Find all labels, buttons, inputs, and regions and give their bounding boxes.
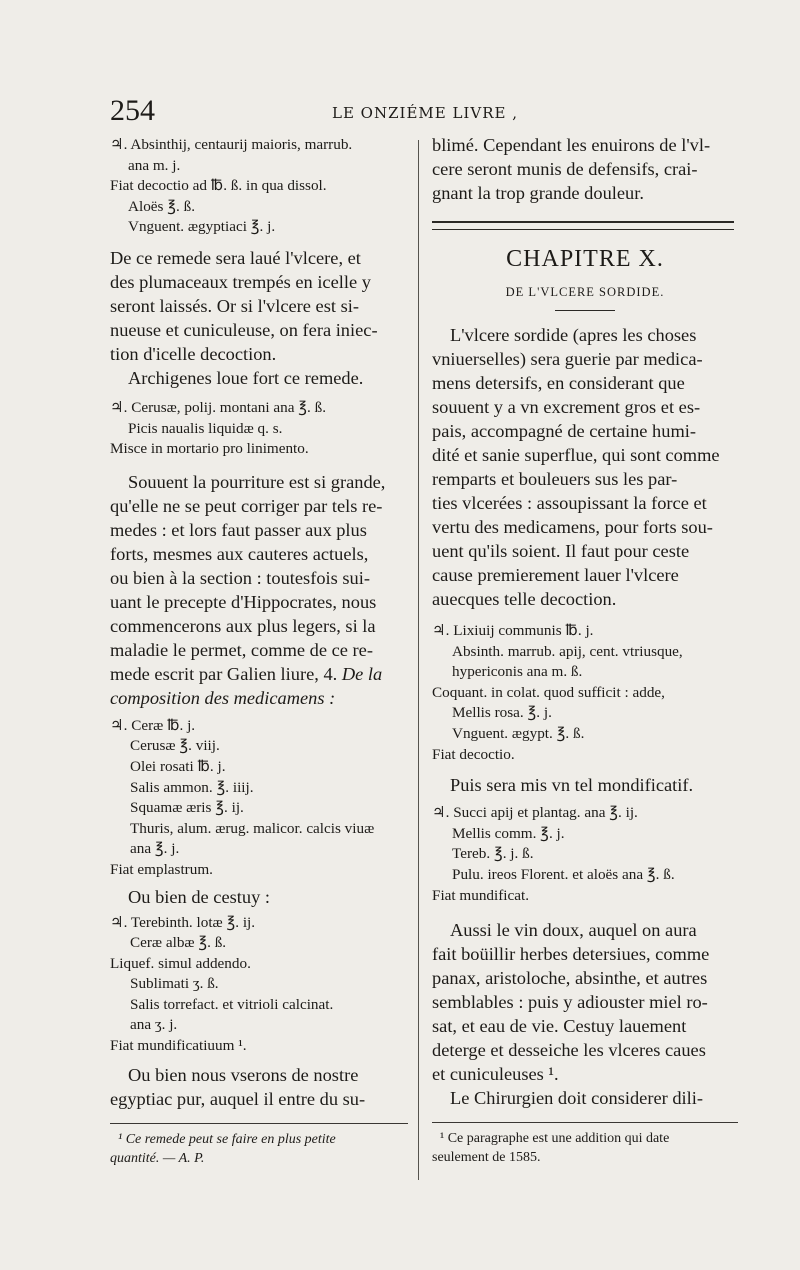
paragraph-vlcere-sordide: L'vlcere sordide (apres les choses vniuerselles) sera guerie par medica- mens detersifs, en considerant que souuent y a vn excrement gros et es- pais, accompagné de certaine humi- dité et sanie superflue, qui sont comme remparts et bouleuers sus les par- ties vlcerées : assoupissant la force et vertu des medicamens, pour forts sou- uent qu'ils soient. Il faut pour ceste cause premierement lauer l'vlcere auecques telle decoction.	[432, 325, 720, 609]
chapter-subtitle: DE L'VLCERE SORDIDE.	[505, 285, 665, 299]
footnote-rule	[110, 1123, 408, 1124]
recipe-absinthij: ♃. Absinthij, centaurij maioris, marrub. ana m. j. Fiat decoctio ad ℔. ß. in qua dissol. Aloës ℥. ß. Vnguent. ægyptiaci ℥. j.	[110, 136, 353, 236]
recipe-cerusae: ♃. Cerusæ, polij. montani ana ℥. ß. Picis naualis liquidæ q. s. Misce in mortario pro linimento.	[110, 398, 327, 458]
book-reference: De la	[341, 663, 383, 684]
paragraph-laue: De ce remede sera laué l'vlcere, et des plumaceaux trempés en icelle y seront laissés. Or si l'vlcere est si- nueuse et cuniculeuse, on fera iniec- tion d'icelle decoction. Archigenes loue fort ce remede.	[110, 246, 408, 390]
chapter-title: CHAPITRE X.	[506, 246, 664, 272]
recipe-terebinth: ♃. Terebinth. lotæ ℥. ij. Ceræ albæ ℥. ß. Liquef. simul addendo. Sublimati ʒ. ß. Salis torrefact. et vitrioli calcinat. ana ʒ. j. Fiat mundificatiuum ¹.	[110, 913, 334, 1055]
paragraph-archigenes: Archigenes loue fort ce remede.	[128, 367, 364, 388]
recipe-cerae: ♃. Ceræ ℔. j. Cerusæ ℥. viij. Olei rosati ℔. j. Salis ammon. ℥. iiij. Squamæ æris ℥. ij. Thuris, alum. ærug. malicor. calcis viuæ ana ℥. j. Fiat emplastrum.	[110, 716, 375, 878]
right-column	[432, 133, 738, 1167]
column-divider	[418, 140, 419, 1180]
recipe-succi: ♃. Succi apij et plantag. ana ℥. ij. Mellis comm. ℥. j. Tereb. ℥. j. ß. Pulu. ireos Florent. et aloës ana ℥. ß. Fiat mundificat.	[432, 804, 675, 904]
recipe-lixiuij: ♃. Lixiuij communis ℔. j. Absinth. marrub. apij, cent. vtriusque, hypericonis ana m. ß. Coquant. in colat. quod sufficit : adde, Mellis rosa. ℥. j. Vnguent. ægypt. ℥. ß. Fiat decoctio.	[432, 622, 683, 763]
footnote-right: ¹ Ce paragraphe est une addition qui date seulement de 1585.	[432, 1131, 670, 1166]
paragraph-chirurgien: Le Chirurgien doit considerer dili-	[450, 1088, 703, 1109]
page-number: 254	[110, 94, 155, 127]
paragraph-ou-bien: Ou bien de cestuy :	[128, 886, 270, 907]
footnote-left: ¹ Ce remede peut se faire en plus petite quantité. — A. P.	[110, 1131, 336, 1166]
chapter-short-rule	[555, 310, 615, 311]
left-column	[110, 133, 408, 1168]
paragraph-mondificatif: Puis sera mis vn tel mondificatif.	[450, 775, 694, 796]
running-title: LE ONZIÉME LIVRE ,	[332, 104, 518, 122]
paragraph-blime: blimé. Cependant les enuirons de l'vl- cere seront munis de defensifs, crai- gnant la trop grande douleur.	[432, 135, 711, 203]
chapter-double-rule	[432, 221, 734, 230]
paragraph-egyptiac: Ou bien nous vserons de nostre egyptiac pur, auquel il entre du su-	[110, 1064, 366, 1109]
footnote-rule	[432, 1122, 738, 1123]
paragraph-vin-doux: Aussi le vin doux, auquel on aura fait boüillir herbes detersiues, comme panax, aristoloche, absinthe, et autres semblables : puis y adiouster miel ro- sat, et eau de vie. Cestuy lauement deterge et desseiche les vlceres caues et cuniculeuses ¹. Le Chirurgien doit considerer dili-	[432, 918, 738, 1110]
paragraph-pourriture: Souuent la pourriture est si grande, qu'elle ne se peut corriger par tels re- medes : et lors faut passer aux plus forts, mesmes aux cauteres actuels, ou bien à la section : toutesfois sui- uant le precepte d'Hippocrates, nous commencerons aux plus legers, si la maladie le permet, comme de ce re- mede escrit par Galien liure, 4. De la composition des medicamens :	[110, 471, 386, 708]
page-header	[110, 92, 750, 132]
